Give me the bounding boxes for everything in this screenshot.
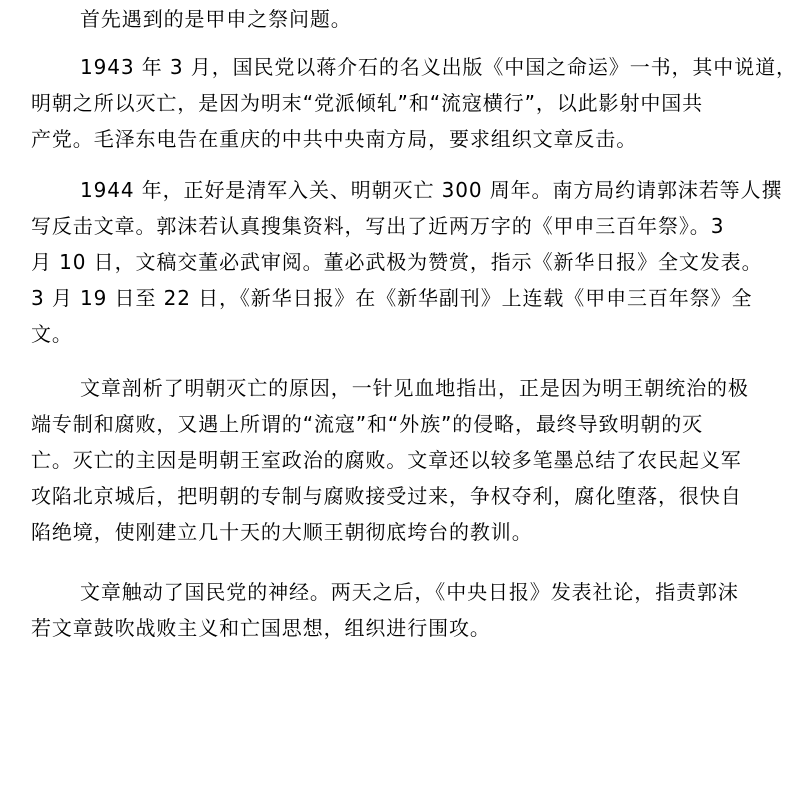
text-line: 产党。毛泽东电告在重庆的中共中央南方局，要求组织文章反击。	[31, 127, 638, 151]
text-line: 月 10 日，文稿交董必武审阅。董必武极为赞赏，指示《新华日报》全文发表。	[31, 250, 763, 274]
text-line: 文章触动了国民党的神经。两天之后，《中央日报》发表社论，指责郭沫	[80, 580, 739, 604]
text-line: 文章剖析了明朝灭亡的原因，一针见血地指出，正是因为明王朝统治的极	[80, 376, 749, 400]
text-line: 陷绝境，使刚建立几十天的大顺王朝彻底垮台的教训。	[31, 520, 533, 544]
paragraph-1944-article	[31, 172, 783, 352]
text-line: 1943 年 3 月，国民党以蒋介石的名义出版《中国之命运》一书，其中说道，	[80, 55, 797, 79]
text-line: 写反击文章。郭沫若认真搜集资料，写出了近两万字的《甲申三百年祭》。3	[31, 214, 725, 238]
text-line: 文。	[31, 322, 73, 346]
paragraph-jiashen-intro	[31, 1, 773, 37]
text-line: 若文章鼓吹战败主义和亡国思想，组织进行围攻。	[31, 616, 491, 640]
text-line: 端专制和腐败，又遇上所谓的“流寇”和“外族”的侵略，最终导致明朝的灭	[31, 412, 704, 436]
text-line: 3 月 19 日至 22 日，《新华日报》在《新华副刊》上连载《甲申三百年祭》全	[31, 286, 753, 310]
text-line: 明朝之所以灭亡，是因为明末“党派倾轧”和“流寇横行”，以此影射中国共	[31, 91, 704, 115]
text-line: 1944 年，正好是清军入关、明朝灭亡 300 周年。南方局约请郭沫若等人撰	[80, 178, 783, 202]
paragraph-article-analysis	[31, 370, 773, 550]
text-line: 攻陷北京城后，把明朝的专制与腐败接受过来，争权夺利，腐化堕落，很快自	[31, 484, 742, 508]
paragraph-kmt-reaction	[31, 574, 773, 646]
text-line: 首先遇到的是甲申之祭问题。	[80, 7, 352, 31]
text-line: 亡。灭亡的主因是明朝王室政治的腐败。文章还以较多笔墨总结了农民起义军	[31, 448, 742, 472]
paragraph-destiny-of-china	[31, 49, 797, 157]
